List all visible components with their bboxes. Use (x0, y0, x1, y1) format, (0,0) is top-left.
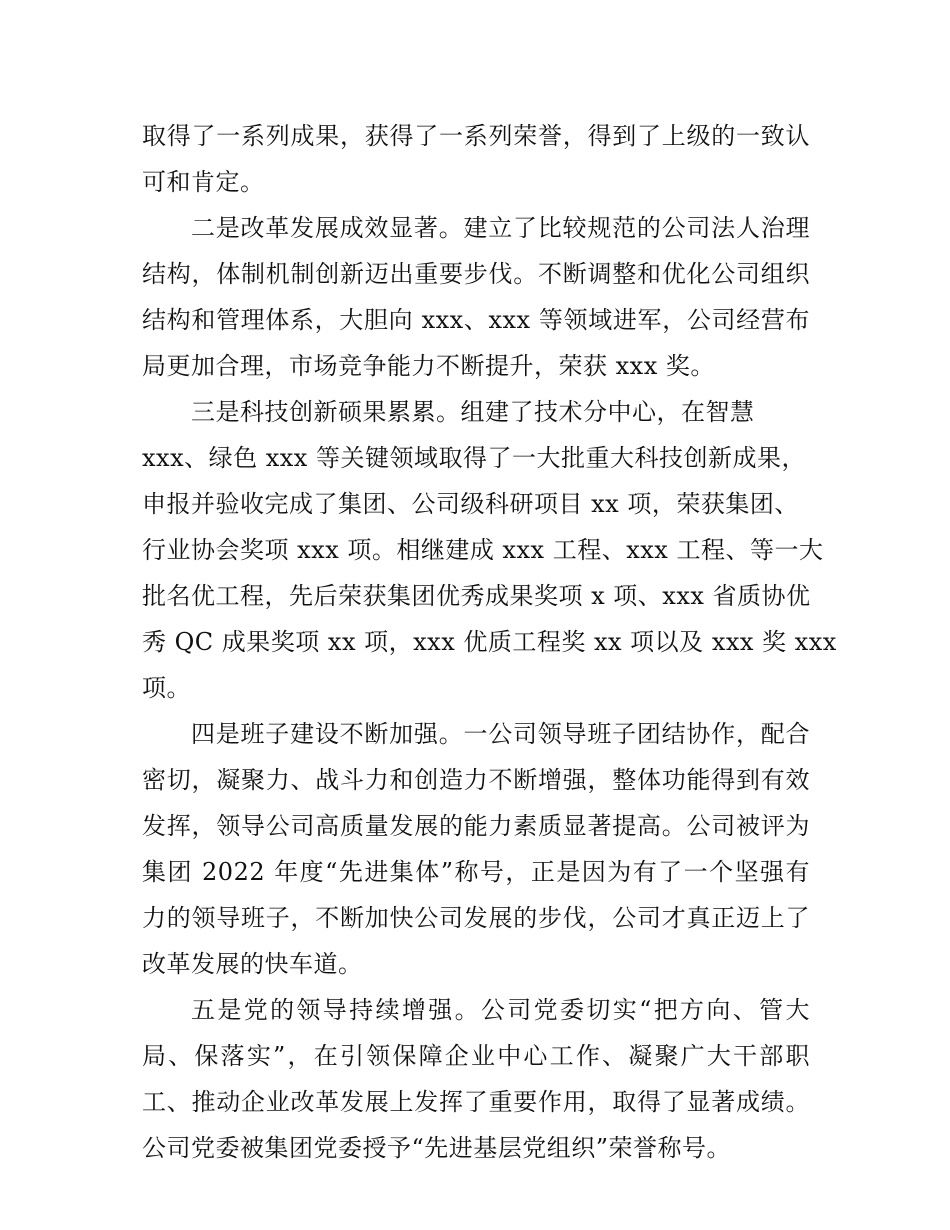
paragraph-line: 项。 (142, 674, 191, 702)
paragraph-line: 局更加合理，市场竞争能力不断提升，荣获 xxx 奖。 (142, 352, 715, 380)
paragraph-line: 取得了一系列成果，获得了一系列荣誉，得到了上级的一致认 (142, 122, 810, 150)
paragraph-line: 集团 2022 年度“先进集体”称号，正是因为有了一个坚强有 (142, 858, 810, 886)
paragraph-line: 结构和管理体系，大胆向 xxx、xxx 等领域进军，公司经营布 (142, 306, 810, 334)
paragraph-line: 批名优工程，先后荣获集团优秀成果奖项 x 项、xxx 省质协优 (142, 582, 811, 610)
paragraph-line: 工、推动企业改革发展上发挥了重要作用，取得了显著成绩。 (142, 1088, 810, 1116)
paragraph-line: 申报并验收完成了集团、公司级科研项目 xx 项，荣获集团、 (142, 490, 799, 518)
paragraph-line: 力的领导班子，不断加快公司发展的步伐，公司才真正迈上了 (142, 904, 810, 932)
paragraph-tech-innovation (142, 389, 837, 711)
paragraph-line: 行业协会奖项 xxx 项。相继建成 xxx 工程、xxx 工程、等一大 (142, 536, 824, 564)
paragraph-reform-development (142, 205, 810, 389)
paragraph-line: 发挥，领导公司高质量发展的能力素质显著提高。公司被评为 (142, 812, 810, 840)
paragraph-party-leadership (142, 987, 810, 1171)
paragraph-continuation (142, 113, 810, 205)
paragraph-leadership-team (142, 711, 810, 987)
paragraph-line: 五是党的领导持续增强。公司党委切实“把方向、管大 (191, 996, 810, 1024)
paragraph-line: 秀 QC 成果奖项 xx 项，xxx 优质工程奖 xx 项以及 xxx 奖 xxx (142, 628, 837, 656)
paragraph-line: 公司党委被集团党委授予“先进基层党组织”荣誉称号。 (142, 1134, 732, 1162)
document-body (142, 113, 837, 1171)
paragraph-line: 二是改革发展成效显著。建立了比较规范的公司法人治理 (191, 214, 810, 242)
paragraph-line: 四是班子建设不断加强。一公司领导班子团结协作，配合 (191, 720, 810, 748)
paragraph-line: xxx、绿色 xxx 等关键领域取得了一大批重大科技创新成果， (142, 444, 806, 472)
paragraph-line: 局、保落实”，在引领保障企业中心工作、凝聚广大干部职 (142, 1042, 810, 1070)
paragraph-line: 结构，体制机制创新迈出重要步伐。不断调整和优化公司组织 (142, 260, 810, 288)
paragraph-line: 三是科技创新硕果累累。组建了技术分中心，在智慧 (191, 398, 755, 426)
paragraph-line: 密切，凝聚力、战斗力和创造力不断增强，整体功能得到有效 (142, 766, 810, 794)
paragraph-line: 改革发展的快车道。 (142, 950, 363, 978)
paragraph-line: 可和肯定。 (142, 168, 265, 196)
